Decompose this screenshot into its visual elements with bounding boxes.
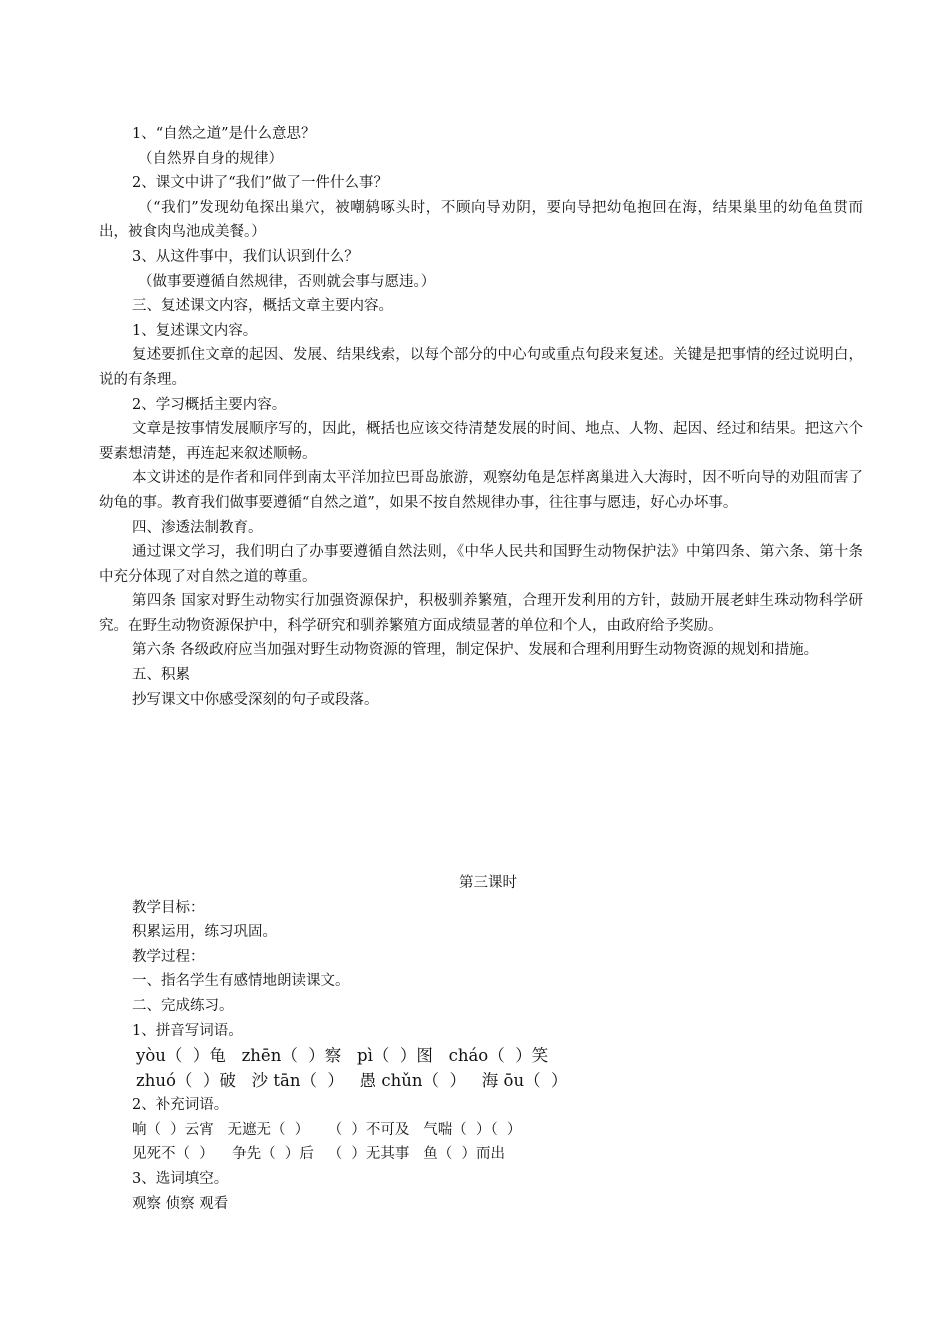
paragraph: 第六条 各级政府应当加强对野生动物资源的管理，制定保护、发展和合理利用野生动物资源的规划和措施。	[132, 642, 819, 659]
exercise-two-label: 2、补充词语。	[132, 1097, 229, 1114]
paragraph: 通过课文学习，我们明白了办事要遵循自然法则，《中华人民共和国野生动物保护法》中第四条、第六条、第十条中充分体现了对自然之道的尊重。	[99, 544, 863, 585]
process-label: 教学过程：	[132, 948, 205, 965]
paragraph: 本文讲述的是作者和同伴到南太平洋加拉巴哥岛旅游，观察幼龟是怎样离巢进入大海时，因不听向导的劝阻而害了幼龟的事。教育我们做事要遵循“自然之道”，如果不按自然规律办事，往往事与愿违，好心办坏事。	[99, 470, 863, 511]
paragraph: 1、复述课文内容。	[132, 322, 258, 339]
paragraph: 三、复述课文内容，概括文章主要内容。	[132, 298, 393, 315]
paragraph: 五、积累	[132, 667, 190, 684]
lesson-three-section	[99, 871, 863, 1216]
lesson-two-body	[99, 122, 863, 712]
goal-text: 积累运用，练习巩固。	[132, 924, 277, 941]
paragraph: 抄写课文中你感受深刻的句子或段落。	[132, 691, 379, 708]
paragraph: 2、学习概括主要内容。	[132, 396, 287, 413]
exercise-one-label: 1、拼音写词语。	[132, 1022, 243, 1039]
paragraph: 第四条 国家对野生动物实行加强资源保护，积极驯养繁殖，合理开发利用的方针，鼓励开展老蚌生珠动物科学研究。在野生动物资源保护中，科学研究和驯养繁殖方面成绩显著的单位和个人，由政府给予奖励。	[99, 593, 863, 634]
step-one: 一、指名学生有感情地朗读课文。	[132, 973, 350, 990]
pinyin-line-two: zhuó（ ）破 沙 tān（ ） 愚 chǔn（ ） 海 ōu（ ）	[136, 1071, 568, 1091]
lesson-three-title: 第三课时	[459, 875, 517, 891]
paragraph: 文章是按事情发展顺序写的，因此，概括也应该交待清楚发展的时间、地点、人物、起因、经过和结果。把这六个要素想清楚，再连起来叙述顺畅。	[99, 421, 863, 462]
paragraph: 3、从这件事中，我们认识到什么？	[132, 248, 359, 265]
paragraph: （做事要遵循自然规律，否则就会事与愿违。）	[138, 273, 436, 290]
pinyin-line-one: yòu（ ）龟 zhēn（ ）察 pì（ ）图 cháo（ ）笑	[136, 1046, 549, 1066]
step-two: 二、完成练习。	[132, 997, 234, 1014]
paragraph: 2、课文中讲了“我们”做了一件什么事？	[132, 175, 389, 192]
paragraph: 1、“自然之道”是什么意思？	[132, 126, 316, 142]
exercise-three-label: 3、选词填空。	[132, 1170, 229, 1187]
goal-label: 教学目标：	[132, 899, 205, 916]
paragraph: 四、渗透法制教育。	[132, 519, 263, 536]
idiom-line-two: 见死不（ ） 争先（ ）后 （ ）无其事 鱼（ ）而出	[132, 1146, 505, 1163]
idiom-line-one: 响（ ）云宵 无遮无（ ） （ ）不可及 气喘（ ）（ ）	[132, 1121, 522, 1138]
word-choices: 观察 侦察 观看	[132, 1195, 229, 1212]
paragraph: （自然界自身的规律）	[138, 150, 283, 167]
paragraph: （“我们”发现幼龟探出巢穴，被嘲鸫啄头时，不顾向导劝阴，要向导把幼龟抱回在海，结果巢里的幼龟鱼贯而出，被食肉鸟池成美餐。）	[99, 199, 863, 241]
paragraph: 复述要抓住文章的起因、发展、结果线索，以每个部分的中心句或重点句段来复述。关键是把事情的经过说明白，说的有条理。	[99, 347, 863, 388]
